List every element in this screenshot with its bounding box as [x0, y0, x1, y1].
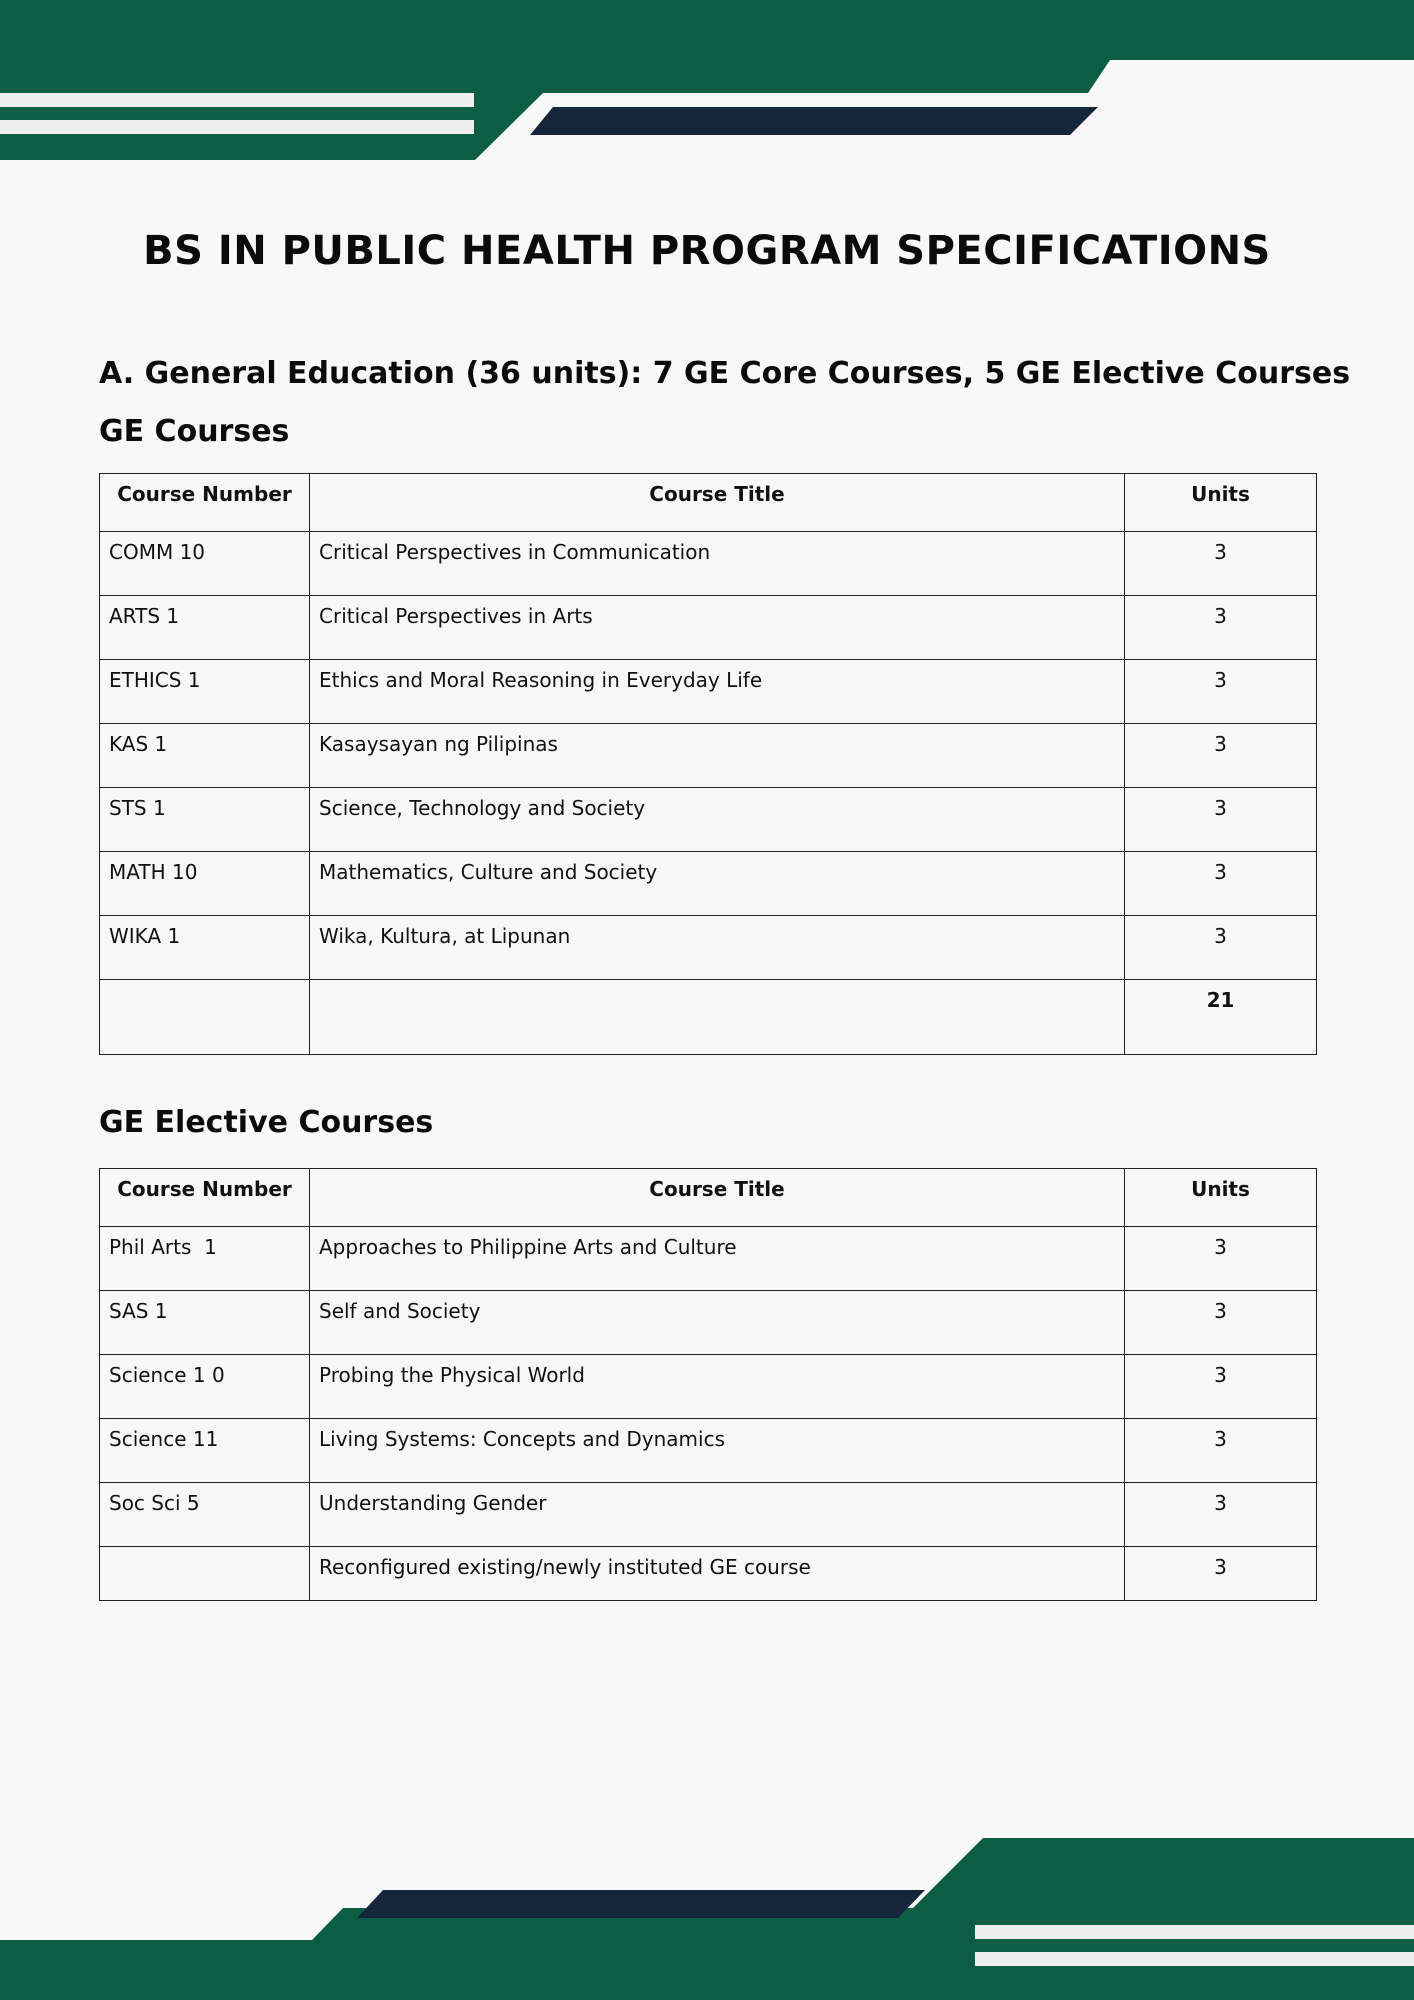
units-cell: 3	[1125, 788, 1317, 852]
table-header-row	[100, 474, 1317, 532]
course-number-cell: ETHICS 1	[100, 660, 310, 724]
column-header-units: Units	[1125, 1169, 1317, 1227]
header-green-band	[0, 0, 1414, 60]
course-number-cell: Science 1 0	[100, 1355, 310, 1419]
course-number-cell: SAS 1	[100, 1291, 310, 1355]
table-header-row	[100, 1169, 1317, 1227]
table-row	[100, 788, 1317, 852]
document-title: BS IN PUBLIC HEALTH PROGRAM SPECIFICATIONS	[143, 228, 1271, 274]
section-heading-general-education: A. General Education (36 units): 7 GE Core Courses, 5 GE Elective Courses	[99, 356, 1351, 391]
header-banner-decoration	[0, 0, 1414, 165]
table-row	[100, 1419, 1317, 1483]
units-cell: 3	[1125, 596, 1317, 660]
footer-stripe-lower	[975, 1952, 1414, 1966]
ge-elective-courses-heading: GE Elective Courses	[99, 1105, 434, 1140]
column-header-course-title: Course Title	[310, 1169, 1125, 1227]
units-cell: 3	[1125, 852, 1317, 916]
units-cell: 3	[1125, 660, 1317, 724]
course-number-cell	[100, 1547, 310, 1601]
course-number-cell: Phil Arts 1	[100, 1227, 310, 1291]
ge-courses-heading: GE Courses	[99, 414, 290, 449]
units-cell: 3	[1125, 1419, 1317, 1483]
units-cell: 3	[1125, 1355, 1317, 1419]
table-row	[100, 532, 1317, 596]
course-title-cell: Critical Perspectives in Arts	[310, 596, 1125, 660]
total-units-cell: 21	[1125, 980, 1317, 1055]
course-title-cell: Probing the Physical World	[310, 1355, 1125, 1419]
course-title-cell: Wika, Kultura, at Lipunan	[310, 916, 1125, 980]
course-title-cell: Self and Society	[310, 1291, 1125, 1355]
table-row	[100, 916, 1317, 980]
units-cell: 3	[1125, 1483, 1317, 1547]
course-number-cell: WIKA 1	[100, 916, 310, 980]
table-row	[100, 724, 1317, 788]
course-title-cell: Living Systems: Concepts and Dynamics	[310, 1419, 1125, 1483]
table-row	[100, 1355, 1317, 1419]
table-row	[100, 852, 1317, 916]
course-number-cell: ARTS 1	[100, 596, 310, 660]
ge-elective-courses-table	[99, 1168, 1317, 1601]
course-number-cell: Soc Sci 5	[100, 1483, 310, 1547]
course-title-cell: Kasaysayan ng Pilipinas	[310, 724, 1125, 788]
table-row	[100, 1227, 1317, 1291]
course-title-cell: Reconfigured existing/newly instituted GE course	[310, 1547, 1125, 1601]
course-number-cell: MATH 10	[100, 852, 310, 916]
units-cell: 3	[1125, 1547, 1317, 1601]
column-header-units: Units	[1125, 474, 1317, 532]
footer-banner-decoration	[0, 1830, 1414, 2000]
total-row	[100, 980, 1317, 1055]
column-header-course-title: Course Title	[310, 474, 1125, 532]
course-number-cell: Science 11	[100, 1419, 310, 1483]
course-title-cell: Mathematics, Culture and Society	[310, 852, 1125, 916]
units-cell: 3	[1125, 532, 1317, 596]
course-number-cell: KAS 1	[100, 724, 310, 788]
course-number-cell: COMM 10	[100, 532, 310, 596]
column-header-course-number: Course Number	[100, 1169, 310, 1227]
table-row	[100, 1291, 1317, 1355]
course-title-cell: Approaches to Philippine Arts and Culture	[310, 1227, 1125, 1291]
course-number-cell: STS 1	[100, 788, 310, 852]
units-cell: 3	[1125, 916, 1317, 980]
ge-core-courses-table	[99, 473, 1317, 1055]
units-cell: 3	[1125, 1291, 1317, 1355]
course-title-cell	[310, 980, 1125, 1055]
header-stripe-lower	[0, 120, 474, 134]
footer-stripe-upper	[975, 1925, 1414, 1939]
table-row	[100, 660, 1317, 724]
course-title-cell: Critical Perspectives in Communication	[310, 532, 1125, 596]
footer-navy-bar	[357, 1890, 925, 1918]
course-number-cell	[100, 980, 310, 1055]
header-navy-bar	[530, 107, 1098, 135]
column-header-course-number: Course Number	[100, 474, 310, 532]
table-row	[100, 596, 1317, 660]
units-cell: 3	[1125, 1227, 1317, 1291]
table-row	[100, 1547, 1317, 1601]
footer-green-band-right	[0, 1838, 1414, 2000]
course-title-cell: Understanding Gender	[310, 1483, 1125, 1547]
course-title-cell: Ethics and Moral Reasoning in Everyday Life	[310, 660, 1125, 724]
course-title-cell: Science, Technology and Society	[310, 788, 1125, 852]
table-row	[100, 1483, 1317, 1547]
header-stripe-upper	[0, 93, 474, 107]
units-cell: 3	[1125, 724, 1317, 788]
